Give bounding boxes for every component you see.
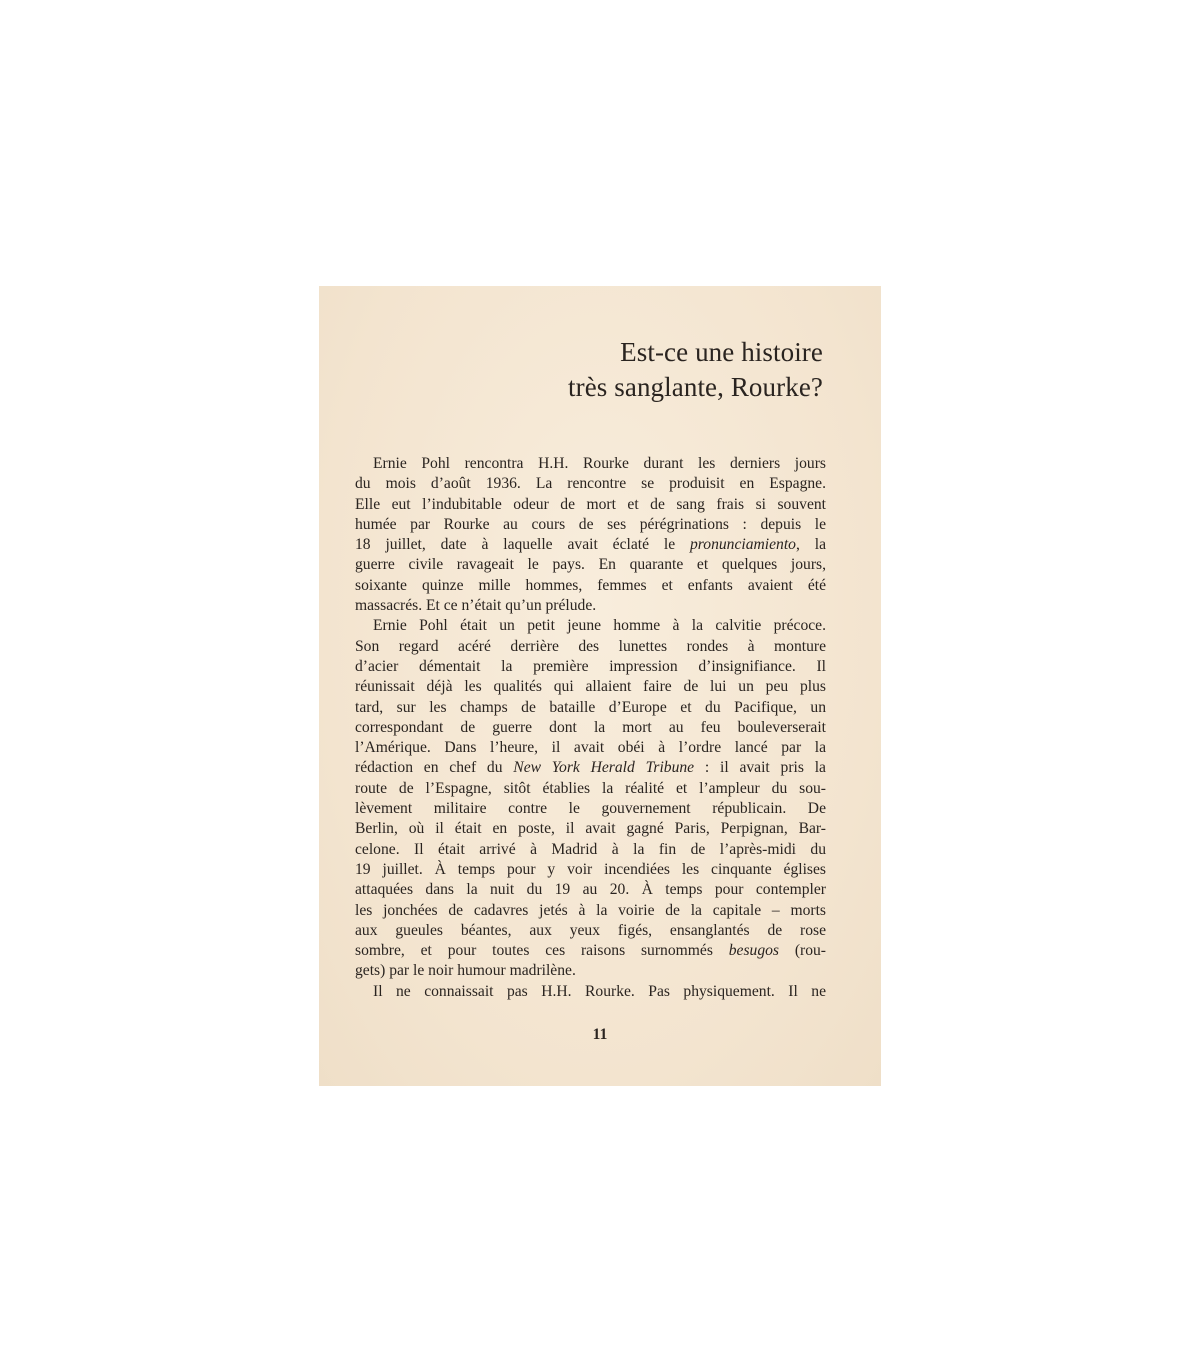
text-line: d’acier démentait la première impression d’insignifiance. Il — [355, 657, 826, 675]
book-page — [319, 286, 881, 1086]
text-line: Berlin, où il était en poste, il avait gagné Paris, Perpignan, Bar- — [355, 820, 826, 838]
text-line: l’Amérique. Dans l’heure, il avait obéi à l’ordre lancé par la — [355, 739, 826, 757]
chapter-title — [568, 335, 823, 405]
text-line: aux gueules béantes, aux yeux figés, ensanglantés de rose — [355, 921, 826, 939]
text-line: tard, sur les champs de bataille d’Europe et du Pacifique, un — [355, 698, 826, 716]
page-number: 11 — [592, 1026, 608, 1043]
text-line: Ernie Pohl était un petit jeune homme à la calvitie précoce. — [373, 617, 826, 635]
text-line: gets) par le noir humour madrilène. — [355, 962, 576, 980]
text-line: correspondant de guerre dont la mort au feu bouleverserait — [355, 718, 826, 736]
chapter-title-line-2: très sanglante, Rourke? — [568, 372, 823, 402]
text-line: soixante quinze mille hommes, femmes et enfants avaient été — [355, 576, 826, 594]
chapter-title-line-1: Est-ce une histoire — [620, 337, 823, 367]
text-line: lèvement militaire contre le gouvernement républicain. De — [355, 800, 826, 818]
text-line: humée par Rourke au cours de ses pérégrinations : depuis le — [355, 515, 826, 533]
text-line: Ernie Pohl rencontra H.H. Rourke durant les derniers jours — [373, 455, 826, 472]
text-line: guerre civile ravageait le pays. En quarante et quelques jours, — [355, 556, 826, 574]
text-line: celone. Il était arrivé à Madrid à la fin de l’après-midi du — [355, 840, 826, 858]
paragraph-3 — [355, 982, 826, 1002]
text-line: sombre, et pour toutes ces raisons surnommés besugos (rou- — [355, 942, 826, 960]
paragraph-1 — [355, 454, 826, 616]
text-line: massacrés. Et ce n’était qu’un prélude. — [355, 597, 597, 615]
text-line: 18 juillet, date à laquelle avait éclaté le pronunciamiento, la — [355, 536, 826, 554]
text-line: les jonchées de cadavres jetés à la voirie de la capitale – morts — [355, 901, 826, 919]
body-text — [355, 454, 826, 1002]
paragraph-2 — [355, 616, 826, 981]
text-line: du mois d’août 1936. La rencontre se produisit en Espagne. — [355, 475, 826, 493]
text-line: route de l’Espagne, sitôt établies la réalité et l’ampleur du sou- — [355, 779, 826, 797]
text-line: rédaction en chef du New York Herald Tribune : il avait pris la — [355, 759, 826, 777]
text-line: attaquées dans la nuit du 19 au 20. À temps pour contempler — [355, 881, 826, 899]
text-line: Il ne connaissait pas H.H. Rourke. Pas physiquement. Il ne — [373, 982, 826, 1000]
text-line: réunissait déjà les qualités qui allaient faire de lui un peu plus — [355, 678, 826, 696]
text-line: 19 juillet. À temps pour y voir incendiées les cinquante églises — [355, 860, 826, 878]
text-line: Elle eut l’indubitable odeur de mort et de sang frais si souvent — [355, 495, 826, 513]
text-line: Son regard acéré derrière des lunettes rondes à monture — [355, 637, 826, 655]
